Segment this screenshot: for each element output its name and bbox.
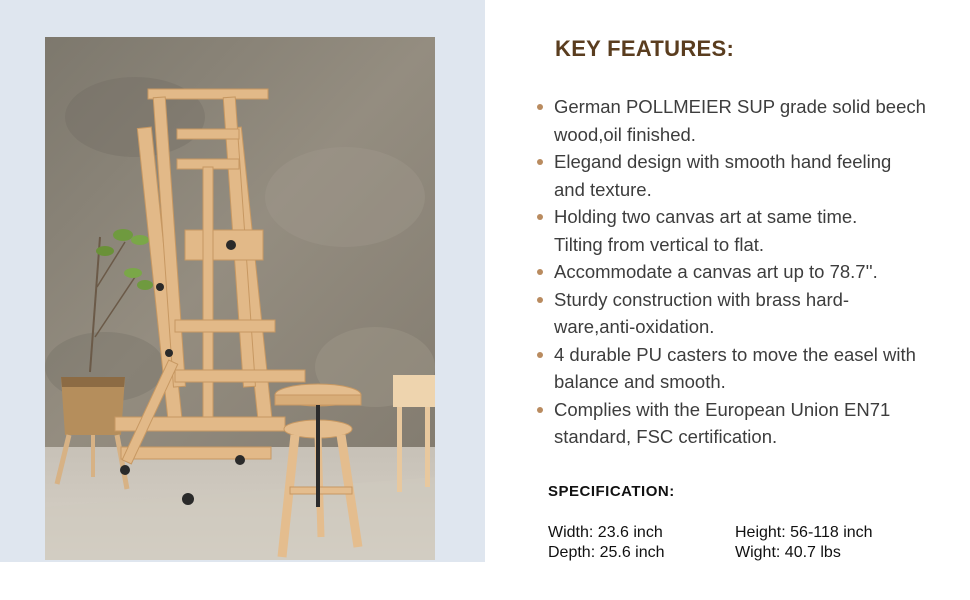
feature-line-1: Holding two canvas art at same time. (554, 206, 858, 227)
feature-item (537, 258, 957, 286)
spec-depth: Depth: 25.6 inch (548, 544, 665, 561)
feature-line-2: and texture. (554, 178, 652, 200)
spec-height: Height: 56-118 inch (735, 524, 873, 541)
feature-item (537, 286, 957, 341)
bullet-icon (537, 297, 543, 303)
feature-item (537, 148, 957, 203)
feature-item (537, 93, 957, 148)
feature-item (537, 396, 957, 451)
feature-item (537, 341, 957, 396)
spec-width: Width: 23.6 inch (548, 524, 663, 541)
bullet-icon (537, 104, 543, 110)
feature-line-2: Tilting from vertical to flat. (554, 233, 765, 255)
bullet-icon (537, 407, 543, 413)
feature-line-1: 4 durable PU casters to move the easel with (554, 343, 916, 365)
feature-line-2: standard, FSC certification. (554, 426, 778, 447)
easel-product-photo (45, 37, 435, 560)
feature-line-1: Sturdy construction with brass hard- (554, 288, 850, 310)
feature-line-1: Accommodate a canvas art up to 78.7''. (554, 261, 878, 282)
feature-line-1: German POLLMEIER SUP grade solid beech (554, 96, 926, 117)
bullet-icon (537, 352, 543, 358)
key-features-title: KEY FEATURES: (555, 36, 735, 61)
bullet-icon (537, 269, 543, 275)
feature-line-2: balance and smooth. (554, 371, 726, 392)
feature-item (537, 203, 957, 258)
feature-line-1: Complies with the European Union EN71 (554, 398, 891, 420)
spec-weight: Wight: 40.7 lbs (735, 544, 841, 561)
feature-line-1: Elegand design with smooth hand feeling (554, 151, 892, 172)
features-panel (485, 0, 970, 600)
feature-line-2: ware,anti-oxidation. (554, 316, 715, 337)
bullet-icon (537, 214, 543, 220)
feature-line-2: wood,oil finished. (554, 123, 696, 145)
left-background-panel (0, 0, 485, 562)
features-list (537, 93, 957, 451)
bullet-icon (537, 159, 543, 165)
specification-title: SPECIFICATION: (548, 483, 675, 500)
